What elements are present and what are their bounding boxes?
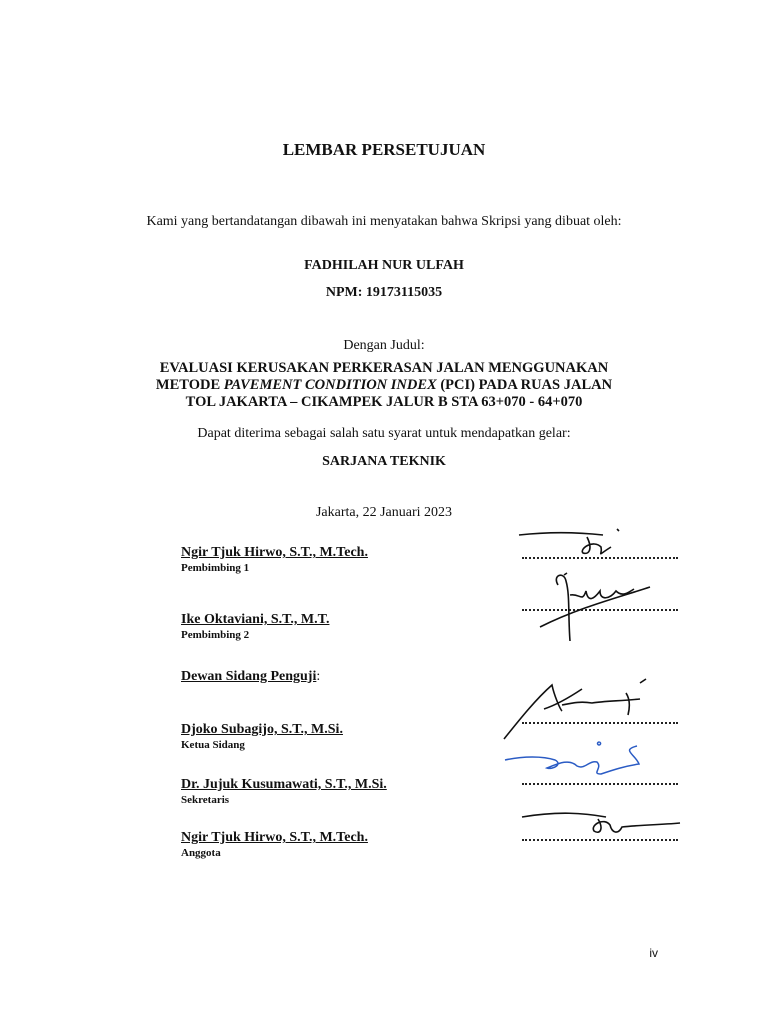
signatory-name: Dr. Jujuk Kusumawati, S.T., M.Si. [181,777,387,792]
signature-pembimbing2 [530,565,670,645]
signatory-pembimbing2 [181,612,329,641]
signatory-role: Sekretaris [181,794,230,806]
signatory-role: Pembimbing 1 [181,562,250,574]
signature-pembimbing1 [515,525,685,565]
signatory-ketua [181,722,343,751]
signatory-name: Ike Oktaviani, S.T., M.T. [181,612,330,627]
signatory-pembimbing1 [181,545,368,574]
degree-title: SARJANA TEKNIK [322,454,446,469]
student-name: FADHILAH NUR ULFAH [304,258,464,273]
signatory-name: Ngir Tjuk Hirwo, S.T., M.Tech. [181,545,368,560]
dewan-penguji-label: Dewan Sidang Penguji [181,669,317,684]
signatory-name: Ngir Tjuk Hirwo, S.T., M.Tech. [181,830,368,845]
thesis-title [0,360,768,411]
thesis-title-line1: EVALUASI KERUSAKAN PERKERASAN JALAN MENGGUNAKAN [159,360,609,376]
page-title: LEMBAR PERSETUJUAN [282,140,486,159]
student-npm: NPM: 19173115035 [325,285,443,300]
signatory-name: Djoko Subagijo, S.T., M.Si. [181,722,343,737]
thesis-title-line2: METODE PAVEMENT CONDITION INDEX (PCI) PADA RUAS JALAN [155,377,613,393]
signature-sekretaris [503,738,653,783]
signatory-role: Ketua Sidang [181,739,245,751]
signatory-role: Anggota [181,847,221,859]
thesis-title-line3: TOL JAKARTA – CIKAMPEK JALUR B STA 63+070 - 64+070 [185,394,583,410]
intro-text: Kami yang bertandatangan dibawah ini menyatakan bahwa Skripsi yang dibuat oleh: [146,214,622,229]
signature-ketua [500,675,670,745]
dewan-penguji-heading [181,667,320,685]
page-number: iv [649,946,658,960]
signatory-anggota [181,830,368,859]
signature-anggota [518,803,688,843]
syarat-text: Dapat diterima sebagai salah satu syarat untuk mendapatkan gelar: [197,426,571,441]
date-place: Jakarta, 22 Januari 2023 [315,505,453,520]
dewan-penguji-colon: : [316,669,321,684]
signatory-sekretaris [181,777,387,806]
judul-label: Dengan Judul: [343,338,425,353]
signatory-role: Pembimbing 2 [181,629,250,641]
